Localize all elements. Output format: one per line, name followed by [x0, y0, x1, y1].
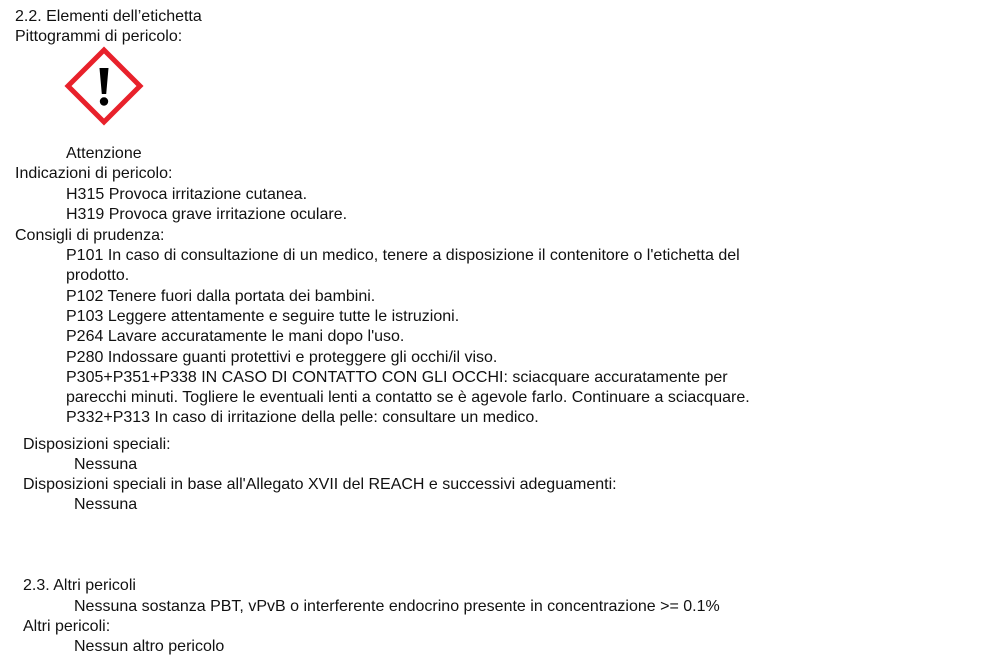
precautionary-statement: P101 In caso di consultazione di un medico, tenere a disposizione il contenitore o l'etichetta del	[66, 247, 740, 264]
other-hazards-value: Nessun altro pericolo	[74, 638, 225, 655]
precautionary-statement: P103 Leggere attentamente e seguire tutte le istruzioni.	[66, 308, 460, 325]
precautionary-label: Consigli di prudenza:	[15, 227, 165, 244]
precautionary-statement: prodotto.	[66, 267, 130, 284]
pbt-vpvb-statement: Nessuna sostanza PBT, vPvB o interferente endocrino presente in concentrazione >= 0.1%	[74, 598, 720, 615]
signal-word: Attenzione	[66, 145, 142, 162]
special-provisions-value: Nessuna	[74, 456, 138, 473]
hazard-statements-label: Indicazioni di pericolo:	[15, 165, 173, 182]
special-provisions-label: Disposizioni speciali:	[23, 436, 171, 453]
precautionary-statement: P264 Lavare accuratamente le mani dopo l'uso.	[66, 328, 405, 345]
precautionary-statement: P102 Tenere fuori dalla portata dei bambini.	[66, 288, 376, 305]
precautionary-statement: P305+P351+P338 IN CASO DI CONTATTO CON GLI OCCHI: sciacquare accuratamente per	[66, 369, 728, 386]
exclamation-mark-hazard-icon	[64, 46, 144, 126]
other-hazards-label: Altri pericoli:	[23, 618, 111, 635]
precautionary-statement: P332+P313 In caso di irritazione della pelle: consultare un medico.	[66, 409, 539, 426]
section-heading: 2.3. Altri pericoli	[23, 577, 136, 594]
precautionary-statement: parecchi minuti. Togliere le eventuali lenti a contatto se è agevole farlo. Continuare a sciacquare.	[66, 389, 750, 406]
reach-provisions-label: Disposizioni speciali in base all'Allegato XVII del REACH e successivi adeguamenti:	[23, 476, 617, 493]
precautionary-statement: P280 Indossare guanti protettivi e proteggere gli occhi/il viso.	[66, 349, 498, 366]
hazard-statement: H315 Provoca irritazione cutanea.	[66, 186, 308, 203]
pictograms-label: Pittogrammi di pericolo:	[15, 28, 183, 45]
section-heading: 2.2. Elementi dell’etichetta	[15, 8, 202, 25]
reach-provisions-value: Nessuna	[74, 496, 138, 513]
hazard-statement: H319 Provoca grave irritazione oculare.	[66, 206, 348, 223]
